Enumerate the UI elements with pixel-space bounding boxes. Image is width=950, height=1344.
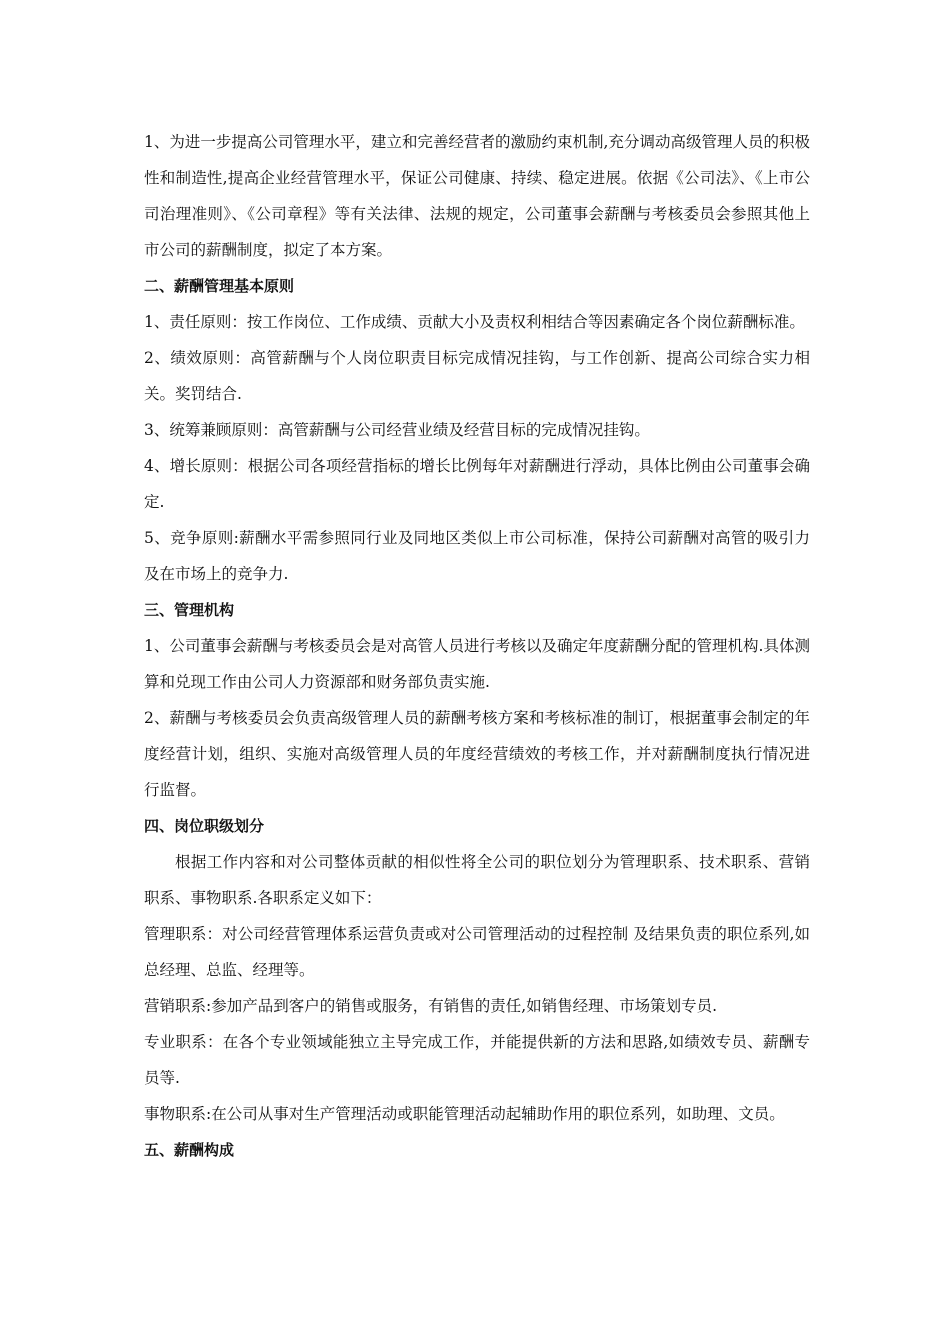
heading-principles: 二、薪酬管理基本原则 <box>144 277 295 295</box>
paragraph-professional-family: 专业职系：在各个专业领域能独立主导完成工作，并能提供新的方法和思路,如绩效专员、薪酬专员等. <box>144 1033 810 1087</box>
paragraph-management-family: 管理职系：对公司经营管理体系运营负责或对公司管理活动的过程控制 及结果负责的职位系列,如总经理、总监、经理等。 <box>144 925 810 979</box>
document-body <box>144 124 810 1168</box>
heading-compensation-structure: 五、薪酬构成 <box>144 1141 235 1159</box>
paragraph-sales-family: 营销职系:参加产品到客户的销售或服务，有销售的责任,如销售经理、市场策划专员. <box>144 997 718 1015</box>
heading-management-body: 三、管理机构 <box>144 601 235 619</box>
paragraph-competition-principle: 5、竞争原则:薪酬水平需参照同行业及同地区类似上市公司标准，保持公司薪酬对高管的吸引力及在市场上的竞争力. <box>144 529 810 583</box>
paragraph-committee-role: 1、公司董事会薪酬与考核委员会是对高管人员进行考核以及确定年度薪酬分配的管理机构.具体测算和兑现工作由公司人力资源部和财务部负责实施. <box>144 637 810 691</box>
paragraph-growth-principle: 4、增长原则：根据公司各项经营指标的增长比例每年对薪酬进行浮动，具体比例由公司董事会确定. <box>144 457 810 511</box>
heading-job-levels: 四、岗位职级划分 <box>144 817 265 835</box>
paragraph-overall-principle: 3、统筹兼顾原则：高管薪酬与公司经营业绩及经营目标的完成情况挂钩。 <box>144 421 650 439</box>
paragraph-job-families-intro: 根据工作内容和对公司整体贡献的相似性将全公司的职位划分为管理职系、技术职系、营销职系、事物职系.各职系定义如下： <box>144 853 810 907</box>
paragraph-purpose: 1、为进一步提高公司管理水平，建立和完善经营者的激励约束机制,充分调动高级管理人员的积极性和制造性,提高企业经营管理水平，保证公司健康、持续、稳定进展。依据《公司法》、《上市公司治理准则》、《公司章程》等有关法律、法规的规定，公司董事会薪酬与考核委员会参照其他上市公司的薪酬制度，拟定了本方案。 <box>144 133 810 259</box>
paragraph-responsibility-principle: 1、责任原则：按工作岗位、工作成绩、贡献大小及责权利相结合等因素确定各个岗位薪酬标准。 <box>144 313 805 331</box>
paragraph-committee-duties: 2、薪酬与考核委员会负责高级管理人员的薪酬考核方案和考核标准的制订，根据董事会制定的年度经营计划，组织、实施对高级管理人员的年度经营绩效的考核工作，并对薪酬制度执行情况进行监督。 <box>144 709 810 799</box>
paragraph-admin-family: 事物职系:在公司从事对生产管理活动或职能管理活动起辅助作用的职位系列，如助理、文员。 <box>144 1105 785 1123</box>
paragraph-performance-principle: 2、绩效原则：高管薪酬与个人岗位职责目标完成情况挂钩，与工作创新、提高公司综合实力相关。奖罚结合. <box>144 349 810 403</box>
